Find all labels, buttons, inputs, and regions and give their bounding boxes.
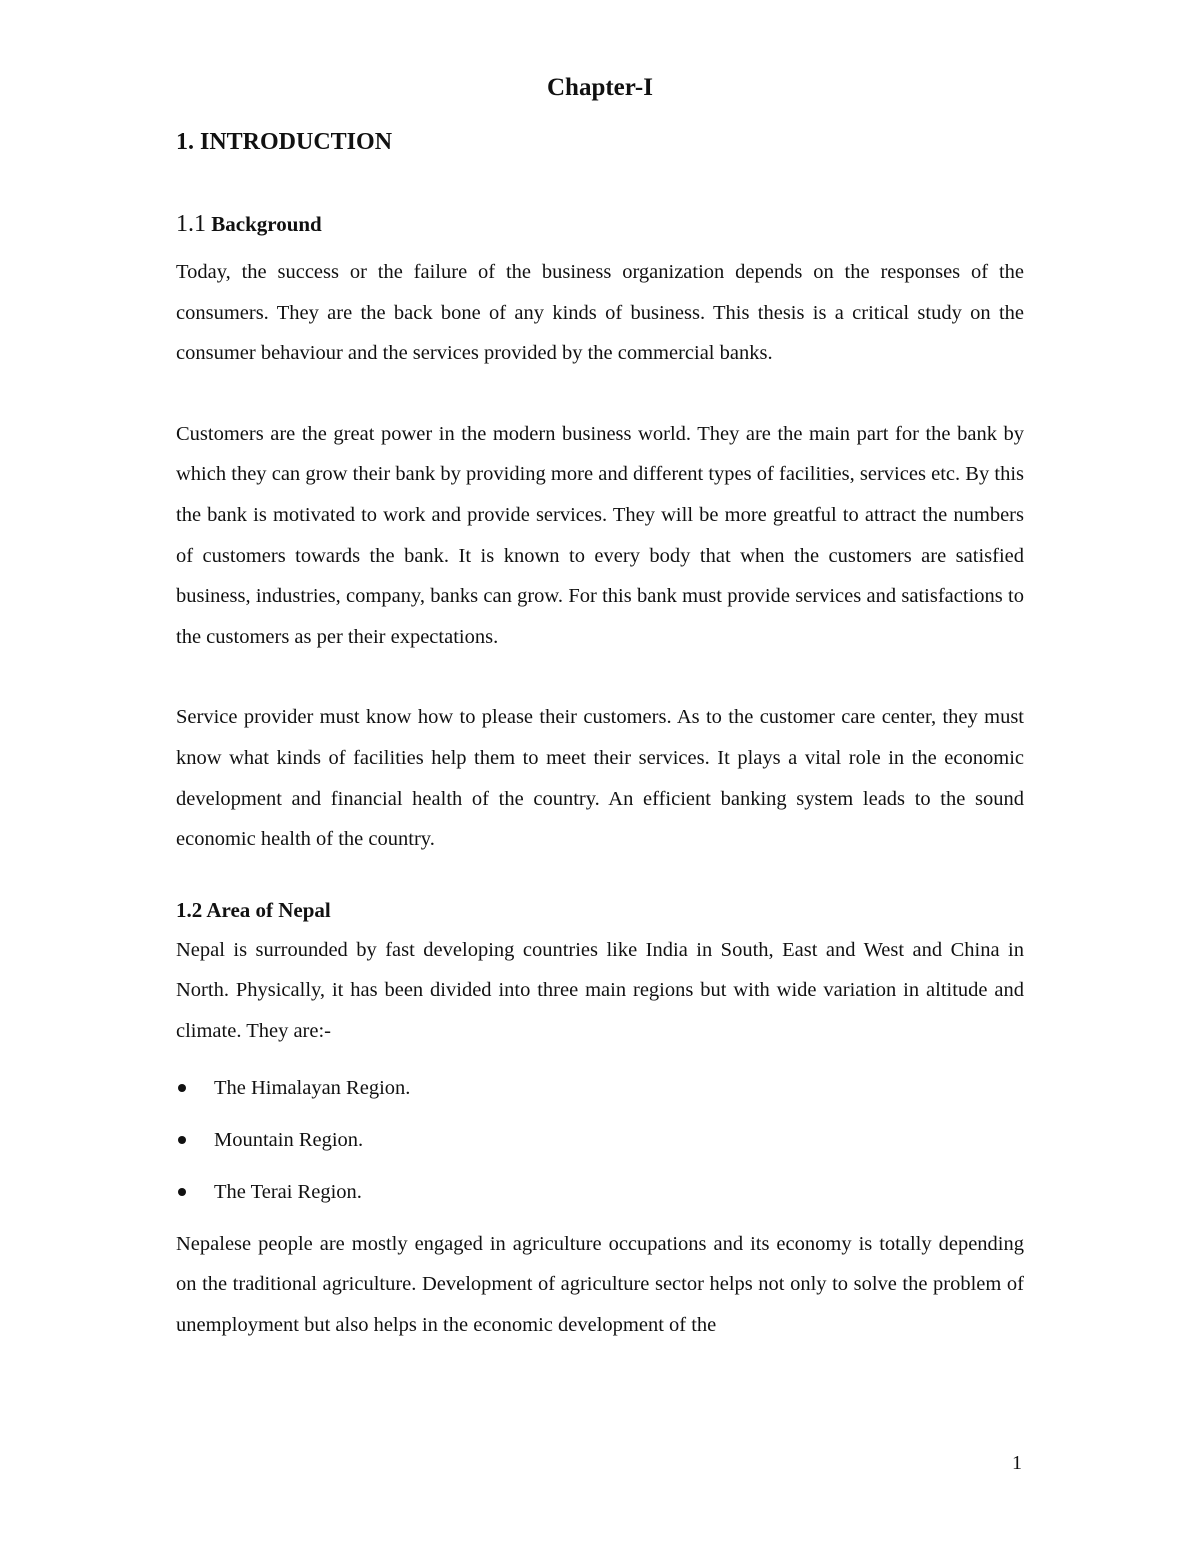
- page-content: [176, 68, 1024, 1345]
- page-number: 1: [1012, 1452, 1022, 1474]
- list-item: [176, 1062, 1024, 1114]
- bullet-icon: [178, 1188, 186, 1196]
- region-label: The Himalayan Region.: [214, 1076, 411, 1099]
- background-heading: [176, 204, 1024, 244]
- background-number: 1.1: [176, 211, 206, 237]
- region-label: Mountain Region.: [214, 1128, 364, 1151]
- background-paragraph-3: Service provider must know how to please their customers. As to the customer care center, they must know what kinds of facilities help them to meet their services. It plays a vital role in the economic development and financial health of the country. An efficient banking system leads to the sound economic health of the country.: [176, 706, 1024, 851]
- bullet-icon: [178, 1136, 186, 1144]
- background-title: Background: [211, 212, 322, 236]
- section-title: INTRODUCTION: [200, 129, 393, 155]
- background-paragraph-2: Customers are the great power in the modern business world. They are the main part for the bank by which they can grow their bank by providing more and different types of facilities, services etc. By this the bank is motivated to work and provide services. They will be more greatful to attract the numbers of customers towards the bank. It is known to every body that when the customers are satisfied business, industries, company, banks can grow. For this bank must provide services and satisfactions to the customers as per their expectations.: [176, 422, 1024, 648]
- chapter-title: Chapter-I: [546, 74, 653, 101]
- region-label: The Terai Region.: [214, 1180, 362, 1203]
- list-item: [176, 1114, 1024, 1166]
- area-closing-paragraph: Nepalese people are mostly engaged in agriculture occupations and its economy is totally depending on the traditional agriculture. Development of agriculture sector helps not only to solve the problem of unemployment but also helps in the economic development of the: [176, 1232, 1024, 1336]
- section-number: 1.: [176, 129, 194, 155]
- bullet-icon: [178, 1084, 186, 1092]
- list-item: [176, 1166, 1024, 1218]
- section-heading: [176, 122, 1024, 162]
- area-intro-paragraph: Nepal is surrounded by fast developing countries like India in South, East and West and China in North. Physically, it has been divided into three main regions but with wide variation in altitude and climate. They are:-: [176, 938, 1024, 1042]
- background-paragraph-1: Today, the success or the failure of the business organization depends on the responses of the consumers. They are the back bone of any kinds of business. This thesis is a critical study on the consumer behaviour and the services provided by the commercial banks.: [176, 261, 1024, 365]
- area-heading: 1.2 Area of Nepal: [176, 897, 331, 922]
- regions-list: [176, 1062, 1024, 1218]
